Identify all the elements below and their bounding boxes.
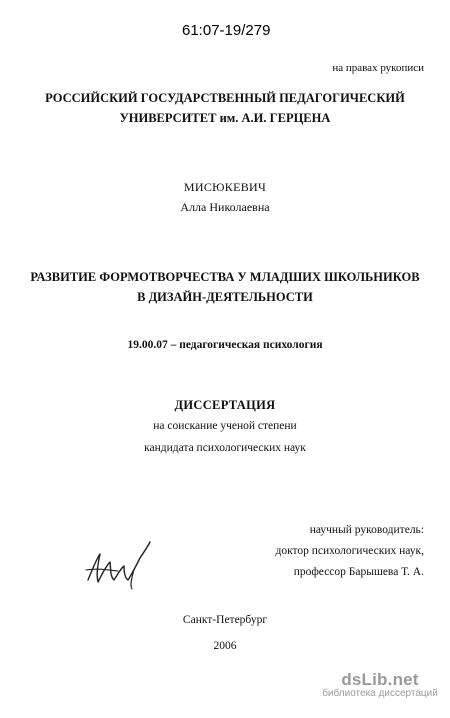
document-type-heading: ДИССЕРТАЦИЯ — [174, 398, 276, 412]
archive-code: 61:07-19/279 — [182, 22, 271, 39]
watermark-subtitle: библиотека диссертаций — [322, 688, 438, 699]
handwritten-signature — [84, 540, 158, 590]
dslib-watermark — [320, 670, 440, 699]
supervisor-label: научный руководитель: — [309, 524, 424, 536]
thesis-title-line-1: РАЗВИТИЕ ФОРМОТВОРЧЕСТВА У МЛАДШИХ ШКОЛЬНИКОВ — [30, 270, 420, 284]
institution-line-1: РОССИЙСКИЙ ГОСУДАРСТВЕННЫЙ ПЕДАГОГИЧЕСКИЙ — [45, 91, 405, 105]
degree-line-1: на соискание ученой степени — [153, 420, 297, 432]
author-surname: МИСЮКЕВИЧ — [183, 180, 267, 194]
watermark-logo: dsLib.net — [341, 670, 419, 689]
supervisor-name: профессор Барышева Т. А. — [293, 566, 424, 578]
specialty-code: 19.00.07 – педагогическая психология — [127, 339, 323, 351]
degree-line-2: кандидата психологических наук — [144, 442, 306, 454]
manuscript-rights-note: на правах рукописи — [332, 62, 424, 74]
year: 2006 — [213, 640, 237, 652]
institution-line-2: УНИВЕРСИТЕТ им. А.И. ГЕРЦЕНА — [119, 111, 331, 125]
city: Санкт-Петербург — [182, 614, 268, 626]
author-given-names: Алла Николаевна — [180, 200, 270, 214]
thesis-title-line-2: В ДИЗАЙН-ДЕЯТЕЛЬНОСТИ — [137, 290, 313, 304]
supervisor-degree: доктор психологических наук, — [275, 545, 424, 557]
